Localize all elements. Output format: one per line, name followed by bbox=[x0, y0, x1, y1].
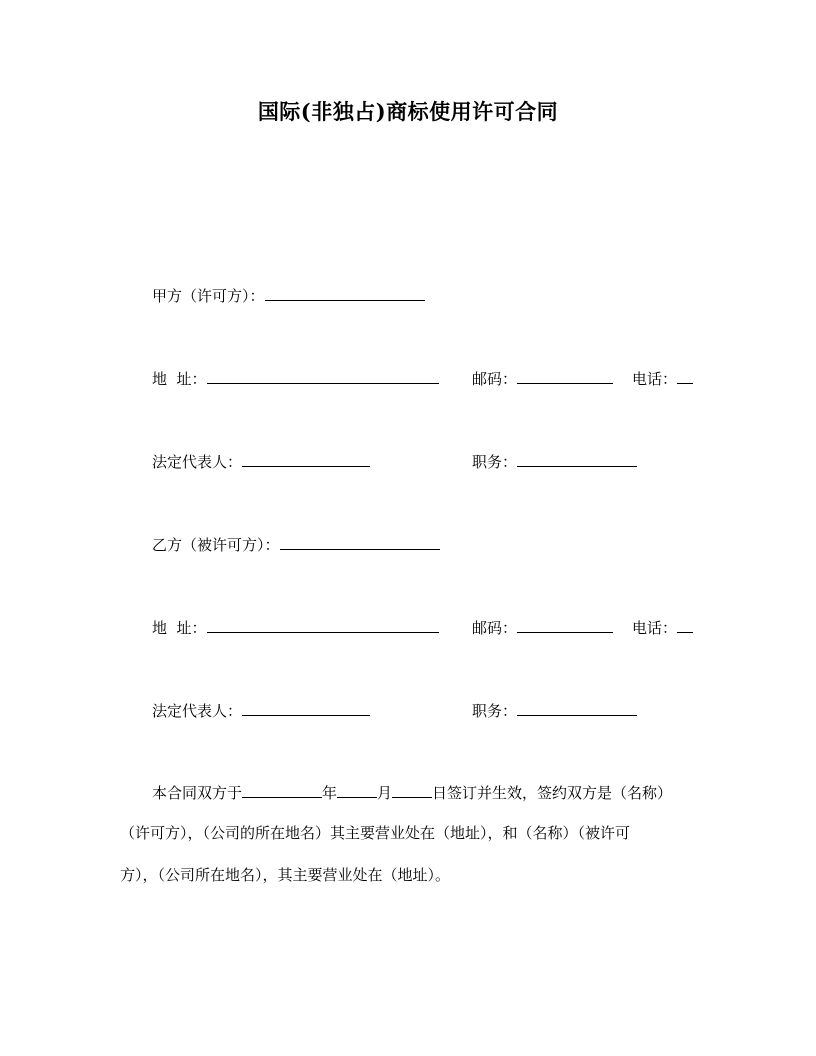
intro-year-label: 年 bbox=[322, 784, 338, 802]
party-b-address-label: 地 址： bbox=[152, 619, 207, 637]
party-b-position-label: 职务： bbox=[472, 702, 518, 720]
party-a-postcode-blank bbox=[517, 366, 613, 384]
party-b-rep-label: 法定代表人： bbox=[152, 702, 243, 720]
party-b-postcode-blank bbox=[517, 615, 613, 633]
intro-date-prefix: 本合同双方于 bbox=[152, 784, 243, 802]
intro-day-blank bbox=[392, 780, 432, 798]
intro-month-label: 月 bbox=[377, 784, 393, 802]
party-b-phone-blank bbox=[677, 615, 693, 633]
document-title: 国际(非独占)商标使用许可合同 bbox=[257, 99, 559, 124]
intro-date-suffix: 日签订并生效，签约双方是（名称） bbox=[432, 784, 673, 802]
intro-month-blank bbox=[337, 780, 377, 798]
party-b-phone-label: 电话： bbox=[632, 619, 678, 637]
party-b-name-blank bbox=[280, 532, 440, 550]
party-b-address-blank bbox=[207, 615, 439, 633]
party-a-rep-label: 法定代表人： bbox=[152, 453, 243, 471]
party-a-phone-blank bbox=[677, 366, 693, 384]
party-b-rep-blank bbox=[242, 698, 370, 716]
party-a-postcode-label: 邮码： bbox=[472, 370, 518, 388]
party-b-label: 乙方（被许可方）： bbox=[152, 536, 280, 554]
party-a-position-blank bbox=[517, 449, 637, 467]
party-a-rep-blank bbox=[242, 449, 370, 467]
party-b-position-blank bbox=[517, 698, 637, 716]
intro-line-3: 方），（公司所在地名），其主要营业处在（地址）。 bbox=[120, 866, 451, 884]
party-a-position-label: 职务： bbox=[472, 453, 518, 471]
party-a-label: 甲方（许可方）： bbox=[152, 287, 265, 305]
party-a-name-blank bbox=[265, 283, 425, 301]
party-b-postcode-label: 邮码： bbox=[472, 619, 518, 637]
intro-line-1 bbox=[152, 780, 672, 804]
party-a-phone-label: 电话： bbox=[632, 370, 678, 388]
party-a-address-blank bbox=[207, 366, 439, 384]
intro-line-2: （许可方），（公司的所在地名）其主要营业处在（地址），和（名称）（被许可 bbox=[120, 824, 631, 842]
intro-year-blank bbox=[242, 780, 322, 798]
party-a-address-label: 地 址： bbox=[152, 370, 207, 388]
